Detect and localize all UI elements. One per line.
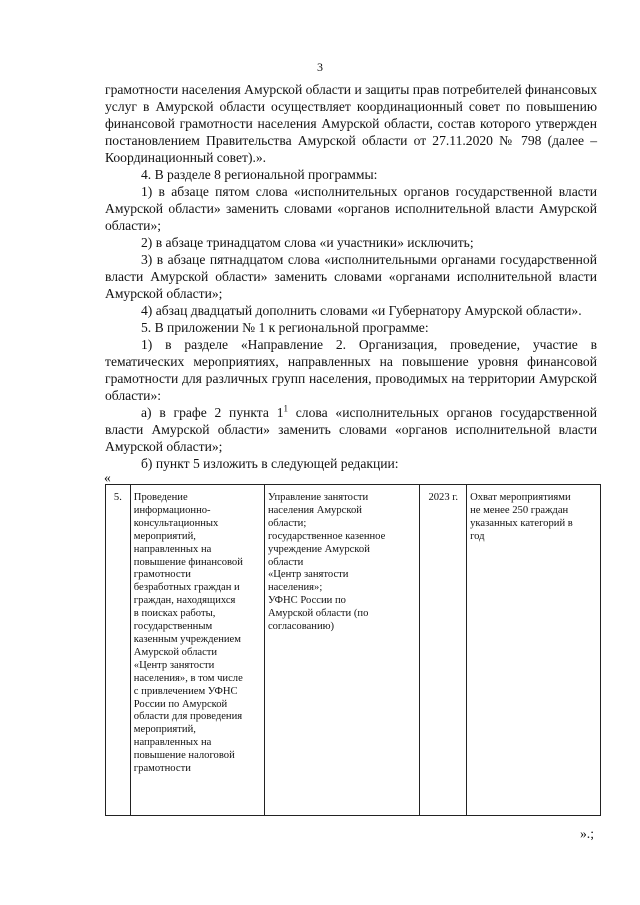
para-a-before: а) в графе 2 пункта 1 bbox=[141, 405, 284, 420]
paragraph-continuation: грамотности населения Амурской области и защиты прав потребителей финансовых услуг в Амурской области осуществляет координационный совет по повышению финансовой грамотности населения Амурской области, состав которого утвержден постановлением Правительства Амурской области от 27.11.2020 № 798 (далее – Координационный совет).». bbox=[105, 82, 597, 165]
page-number: 3 bbox=[317, 60, 323, 74]
paragraph-item-5-1: 1) в разделе «Направление 2. Организация, проведение, участие в тематических мероприятиях, направленных на повышение уровня финансовой грамотности для различных групп населения, проводимых на территории Амурской области»: bbox=[105, 337, 597, 403]
para-a-after: слова «исполнительных органов государственной власти Амурской области» заменить словами «органов исполнительной власти Амурской области»; bbox=[105, 405, 597, 454]
program-table bbox=[105, 484, 601, 816]
opening-quote: « bbox=[104, 470, 111, 485]
paragraph-item-4-1: 1) в абзаце пятом слова «исполнительных органов государственной власти Амурской области» заменить словами «органов исполнительной власти Амурской области»; bbox=[105, 184, 597, 233]
cell-result: Охват мероприятиями не менее 250 граждан указанных категорий в год bbox=[467, 485, 601, 816]
paragraph-item-5: 5. В приложении № 1 к региональной программе: bbox=[141, 320, 429, 335]
closing-quote: ».; bbox=[580, 826, 594, 841]
cell-executors: Управление занятости населения Амурской области; государственное казенное учреждение Амурской области «Центр занятости населения»; УФНС России по Амурской области (по согласованию) bbox=[264, 485, 420, 816]
paragraph-item-4-2: 2) в абзаце тринадцатом слова «и участники» исключить; bbox=[141, 235, 474, 250]
cell-year: 2023 г. bbox=[420, 485, 467, 816]
paragraph-item-5-1-a bbox=[105, 404, 597, 455]
cell-number: 5. bbox=[106, 485, 131, 816]
paragraph-item-4-4: 4) абзац двадцатый дополнить словами «и Губернатору Амурской области». bbox=[141, 303, 582, 318]
cell-event: Проведение информационно- консультационных мероприятий, направленных на повышение финансовой грамотности безработных граждан и граждан, находящихся в поисках работы, государственным казенным учреждением Амурской области «Центр занятости населения», в том числе с привлечением УФНС России по Амурской области для проведения мероприятий, направленных на повышение налоговой грамотности bbox=[130, 485, 264, 816]
paragraph-item-5-1-b: б) пункт 5 изложить в следующей редакции: bbox=[141, 456, 399, 471]
body-text bbox=[105, 81, 597, 472]
table-row bbox=[106, 485, 601, 816]
paragraph-item-4: 4. В разделе 8 региональной программы: bbox=[141, 167, 378, 182]
para-a-superscript: 1 bbox=[283, 403, 289, 414]
paragraph-item-4-3: 3) в абзаце пятнадцатом слова «исполнительными органами государственной власти Амурской области» заменить словами «органами исполнительной власти Амурской области»; bbox=[105, 252, 597, 301]
